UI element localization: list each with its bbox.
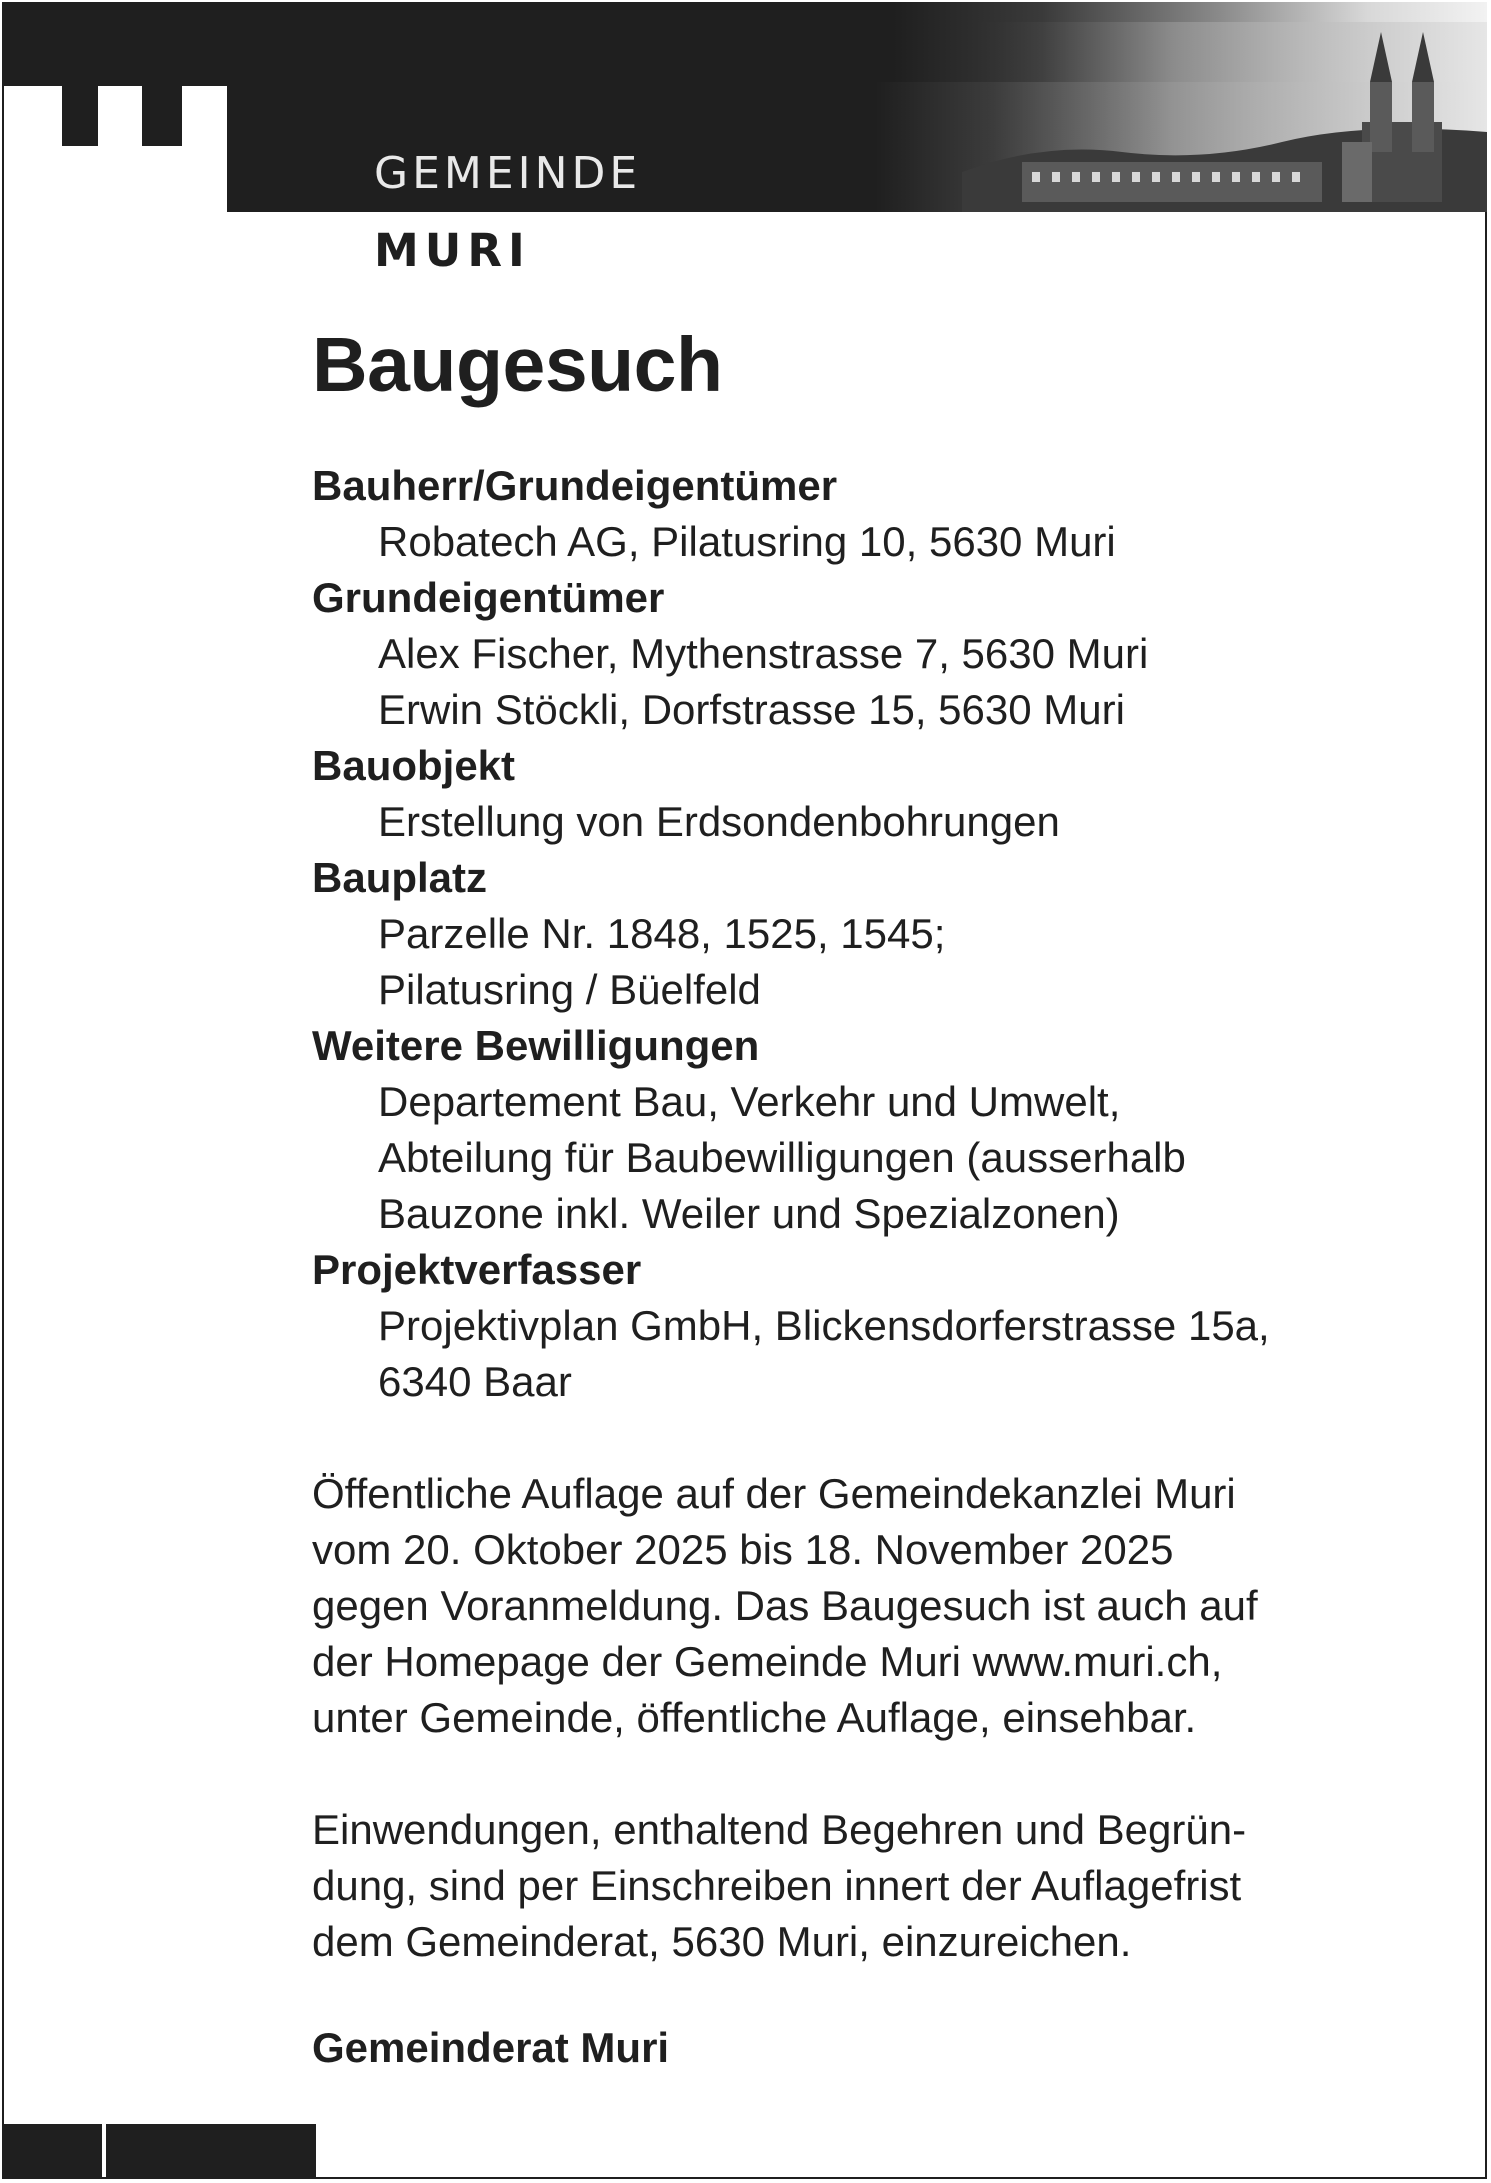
monastery-photo (962, 22, 1487, 212)
battlement-1 (62, 82, 98, 146)
paragraph-line: dem Gemeinderat, 5630 Muri, einzureichen. (312, 1918, 1132, 1965)
signature: Gemeinderat Muri (312, 2024, 670, 2071)
section-label: Weitere Bewilligungen (312, 1022, 760, 1069)
section-line: Departement Bau, Verkehr und Umwelt, (378, 1078, 1121, 1125)
section-label: Grundeigentümer (312, 574, 665, 621)
section-label: Projektverfasser (312, 1246, 642, 1293)
paragraph-line: der Homepage der Gemeinde Muri www.muri.ch, (312, 1638, 1223, 1685)
section-line: Bauzone inkl. Weiler und Spezialzonen) (378, 1190, 1120, 1237)
section-line: Abteilung für Baubewilligungen (ausserhalb (378, 1134, 1186, 1181)
battlement-3 (227, 82, 310, 212)
section-label: Bauplatz (312, 854, 488, 901)
section-bauplatz (312, 850, 1462, 1018)
section-line: Erstellung von Erdsondenbohrungen (378, 798, 1060, 845)
section-line: Parzelle Nr. 1848, 1525, 1545; (378, 910, 946, 957)
footer-bar-right (106, 2124, 316, 2179)
section-line: Pilatusring / Büelfeld (378, 966, 761, 1013)
objections-paragraph (312, 1802, 1462, 1970)
notice-body (312, 320, 1462, 2076)
paragraph-line: unter Gemeinde, öffentliche Auflage, einsehbar. (312, 1694, 1197, 1741)
section-line: 6340 Baar (378, 1358, 572, 1405)
footer-bar-left (2, 2124, 102, 2179)
section-projektverfasser (312, 1242, 1462, 1410)
section-grundeigentuemer (312, 570, 1462, 738)
section-label: Bauobjekt (312, 742, 516, 789)
section-bauherr (312, 458, 1462, 570)
section-weitere-bewilligungen (312, 1018, 1462, 1242)
section-line: Robatech AG, Pilatusring 10, 5630 Muri (378, 518, 1116, 565)
section-label: Bauherr/Grundeigentümer (312, 462, 838, 509)
org-name-line2: MURI (374, 224, 531, 277)
paragraph-line: dung, sind per Einschreiben innert der Auflagefrist (312, 1862, 1242, 1909)
paragraph-line: Einwendungen, enthaltend Begehren und Begrün- (312, 1806, 1247, 1853)
public-display-paragraph (312, 1466, 1462, 1746)
org-name-line1: GEMEINDE (374, 148, 642, 199)
section-line: Erwin Stöckli, Dorfstrasse 15, 5630 Muri (378, 686, 1125, 733)
paragraph-line: vom 20. Oktober 2025 bis 18. November 2025 (312, 1526, 1174, 1573)
section-line: Alex Fischer, Mythenstrasse 7, 5630 Muri (378, 630, 1149, 677)
paragraph-line: gegen Voranmeldung. Das Baugesuch ist auch auf (312, 1582, 1258, 1629)
section-bauobjekt (312, 738, 1462, 850)
battlement-2 (142, 82, 182, 146)
municipality-header (2, 2, 1487, 287)
paragraph-line: Öffentliche Auflage auf der Gemeindekanzlei Muri (312, 1470, 1236, 1517)
notice-title: Baugesuch (312, 322, 723, 408)
section-line: Projektivplan GmbH, Blickensdorferstrasse 15a, (378, 1302, 1270, 1349)
